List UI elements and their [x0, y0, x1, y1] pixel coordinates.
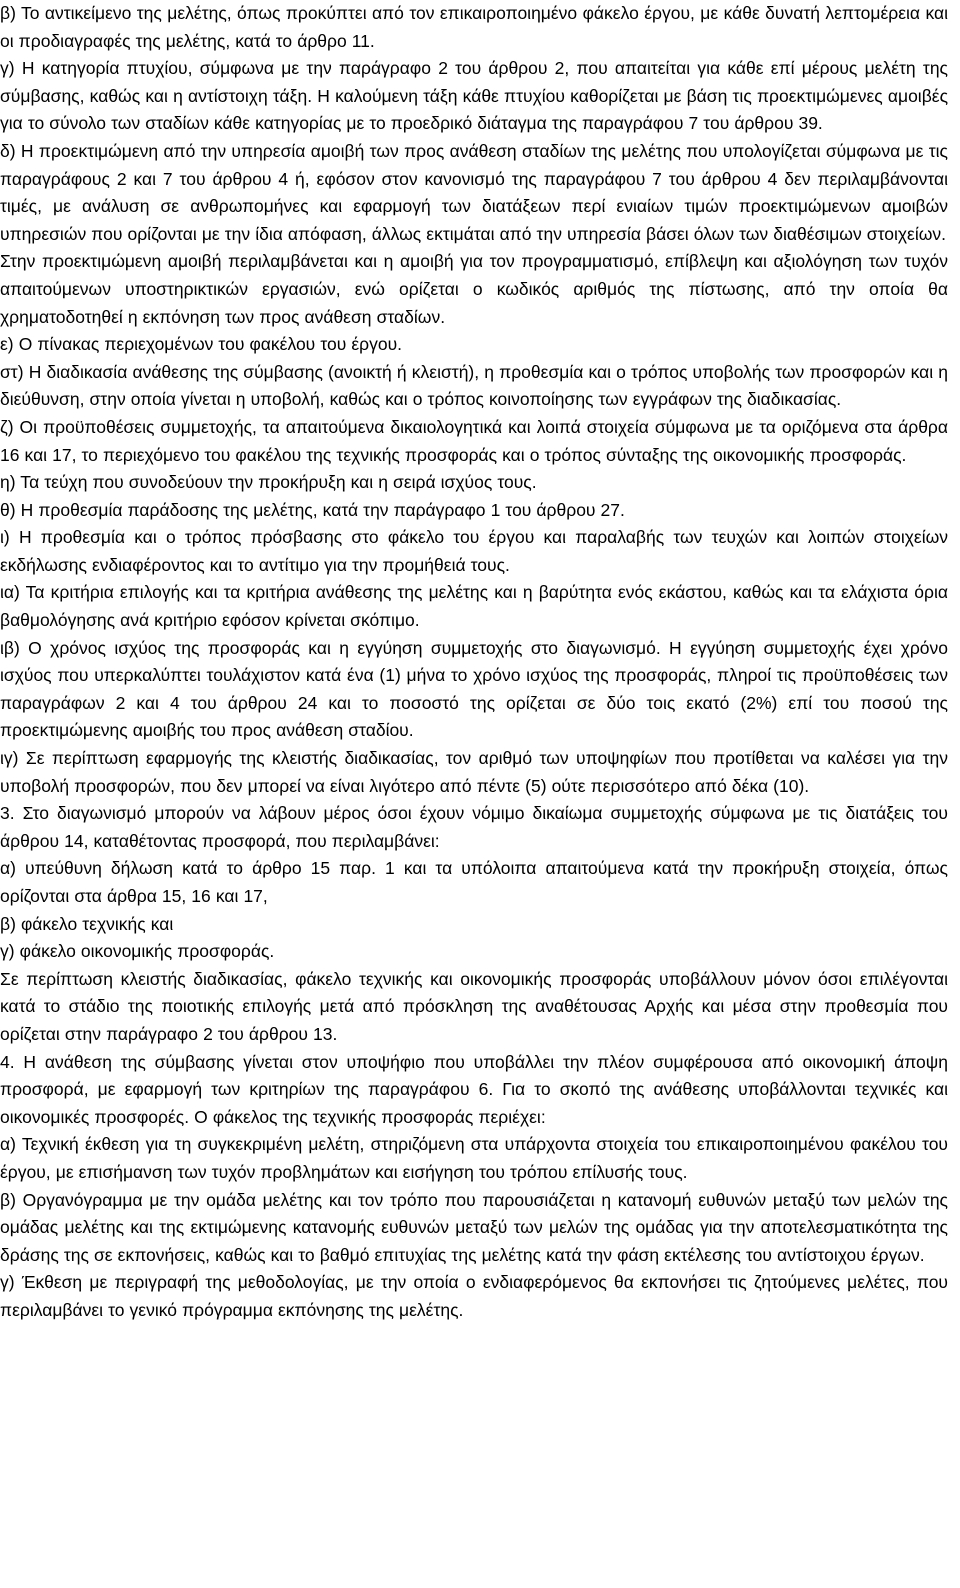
paragraph-section-4-b: β) Οργανόγραμμα με την ομάδα μελέτης και τον τρόπο που παρουσιάζεται η κατανομή ευθυνών μεταξύ των μελών της ομάδας μελέτης και της εκτιμώμενης κατανομής ευθυνών μεταξύ των μελών της ομάδας για την αποτελεσματικότητα της δράσης της σε εκπονήσεις, καθώς και το βαθμό επιτυχίας της μελέτης κατά την φάση εκτέλεσης του αντίστοιχου έργων. — [0, 1189, 948, 1265]
paragraph-section-3-g: γ) φάκελο οικονομικής προσφοράς. — [0, 941, 275, 962]
paragraph-item-ig: ιγ) Σε περίπτωση εφαρμογής της κλειστής διαδικασίας, τον αριθμό των υποψηφίων που προτίθεται να καλέσει για την υποβολή προσφορών, που δεν μπορεί να είναι λιγότερο από πέντε (5) ούτε περισσότερο από δέκα (10). — [0, 748, 948, 796]
paragraph-section-3-a: α) υπεύθυνη δήλωση κατά το άρθρο 15 παρ. 1 και τα υπόλοιπα απαιτούμενα κατά την προκήρυξη στοιχεία, όπως ορίζονται στα άρθρα 15, 16 και 17, — [0, 858, 948, 906]
paragraph-item-ia: ια) Τα κριτήρια επιλογής και τα κριτήρια ανάθεσης της μελέτης και η βαρύτητα ενός εκάστου, καθώς και τα ελάχιστα όρια βαθμολόγησης ανά κριτήριο εφόσον κρίνεται σκόπιμο. — [0, 582, 948, 631]
paragraph-section-4-a: α) Τεχνική έκθεση για τη συγκεκριμένη μελέτη, στηριζόμενη στα υπάρχοντα στοιχεία του επικαιροποιημένου φακέλου του έργου, με επισήμανση των τυχόν προβλημάτων και εισήγηση του τρόπου επίλυσής τους. — [0, 1134, 948, 1182]
paragraph-section-3-b: β) φάκελο τεχνικής και — [0, 913, 174, 934]
paragraph-item-e: ε) Ο πίνακας περιεχομένων του φακέλου του έργου. — [0, 334, 403, 355]
paragraph-section-4-g: γ) Έκθεση με περιγραφή της μεθοδολογίας, με την οποία ο ενδιαφερόμενος θα εκπονήσει τις ζητούμενες μελέτες, που περιλαμβάνει το γενικό πρόγραμμα εκπόνησης της μελέτης. — [0, 1272, 948, 1320]
paragraph-item-i: η) Τα τεύχη που συνοδεύουν την προκήρυξη και η σειρά ισχύος τους. — [0, 472, 537, 493]
paragraph-item-th: θ) Η προθεσμία παράδοσης της μελέτης, κατά την παράγραφο 1 του άρθρου 27. — [0, 499, 625, 520]
paragraph-item-d: δ) Η προεκτιμώμενη από την υπηρεσία αμοιβή των προς ανάθεση σταδίων της μελέτης που υπολογίζεται σύμφωνα με τις παραγράφους 2 και 7 του άρθρου 4 ή, εφόσον στον κανονισμό της παραγράφου 7 του άρθρου 4 δεν περιλαμβάνονται τιμές, με ανάλυση σε ανθρωπομήνες και εφαρμογή των διατάξεων περί ενιαίων τιμών προεκτιμώμενων αμοιβών υπηρεσιών που ορίζονται με την ίδια απόφαση, άλλως εκτιμάται από την υπηρεσία βάσει όλων των διαθέσιμων στοιχείων. — [0, 140, 948, 244]
paragraph-item-st: στ) Η διαδικασία ανάθεσης της σύμβασης (ανοικτή ή κλειστή), η προθεσμία και ο τρόπος υποβολής των προσφορών και η διεύθυνση, στην οποία γίνεται η υποβολή, καθώς και ο τρόπος κοινοποίησης των εγγράφων της διαδικασίας. — [0, 361, 948, 410]
paragraph-fee-note: Στην προεκτιμώμενη αμοιβή περιλαμβάνεται και η αμοιβή για τον προγραμματισμό, επίβλεψη και αξιολόγηση των τυχόν απαιτούμενων υποστηρικτικών εργασιών, ενώ ορίζεται ο κωδικός αριθμός της πίστωσης, από την οποία θα χρηματοδοτηθεί η εκπόνηση των προς ανάθεση σταδίων. — [0, 251, 948, 327]
paragraph-item-iota: ι) Η προθεσμία και ο τρόπος πρόσβασης στο φάκελο του έργου και παραλαβής των τευχών και λοιπών στοιχείων εκδήλωσης ενδιαφέροντος και το αντίτιμο για την προμήθειά τους. — [0, 527, 948, 575]
paragraph-section-3: 3. Στο διαγωνισμό μπορούν να λάβουν μέρος όσοι έχουν νόμιμο δικαίωμα συμμετοχής σύμφωνα με τις διατάξεις του άρθρου 14, καταθέτοντας προσφορά, που περιλαμβάνει: — [0, 803, 948, 851]
paragraph-item-g: γ) Η κατηγορία πτυχίου, σύμφωνα με την παράγραφο 2 του άρθρου 2, που απαιτείται για κάθε επί μέρους μελέτη της σύμβασης, καθώς και η αντίστοιχη τάξη. Η καλούμενη τάξη κάθε πτυχίου καθορίζεται με βάση τις προεκτιμώμενες αμοιβές για το σύνολο των σταδίων κάθε κατηγορίας με το προεδρικό διάταγμα της παραγράφου 7 του άρθρου 39. — [0, 58, 948, 134]
paragraph-section-4: 4. Η ανάθεση της σύμβασης γίνεται στον υποψήφιο που υποβάλλει την πλέον συμφέρουσα από οικονομική άποψη προσφορά, με εφαρμογή των κριτηρίων της παραγράφου 6. Για το σκοπό της ανάθεσης υποβάλλονται τεχνικές και οικονομικές προσφορές. Ο φάκελος της τεχνικής προσφοράς περιέχει: — [0, 1051, 948, 1127]
paragraph-item-ib: ιβ) Ο χρόνος ισχύος της προσφοράς και η εγγύηση συμμετοχής στο διαγωνισμό. Η εγγύηση συμμετοχής έχει χρόνο ισχύος που υπερκαλύπτει τουλάχιστον κατά ένα (1) μήνα το χρόνο ισχύος της προσφοράς, πληροί τις προϋποθέσεις των παραγράφων 2 και 4 του άρθρου 24 και το ποσοστό της ορίζεται σε δύο τοις εκατό (2%) επί του ποσού της προεκτιμώμενης αμοιβής του προς ανάθεση σταδίου. — [0, 637, 948, 741]
paragraph-closed-procedure: Σε περίπτωση κλειστής διαδικασίας, φάκελο τεχνικής και οικονομικής προσφοράς υποβάλλουν μόνον όσοι επιλέγονται κατά το στάδιο της ποιοτικής επιλογής μετά από πρόσκληση της αναθέτουσας Αρχής και μέσα στην προθεσμία που ορίζεται στην παράγραφο 2 του άρθρου 13. — [0, 968, 948, 1044]
paragraph-item-z: ζ) Οι προϋποθέσεις συμμετοχής, τα απαιτούμενα δικαιολογητικά και λοιπά στοιχεία σύμφωνα με τα οριζόμενα στα άρθρα 16 και 17, το περιεχόμενο του φακέλου της τεχνικής προσφοράς και ο τρόπος σύνταξης της οικονομικής προσφοράς. — [0, 416, 948, 465]
paragraph-item-b: β) Το αντικείμενο της μελέτης, όπως προκύπτει από τον επικαιροποιημένο φάκελο έργου, με κάθε δυνατή λεπτομέρεια και οι προδιαγραφές της μελέτης, κατά το άρθρο 11. — [0, 3, 948, 51]
